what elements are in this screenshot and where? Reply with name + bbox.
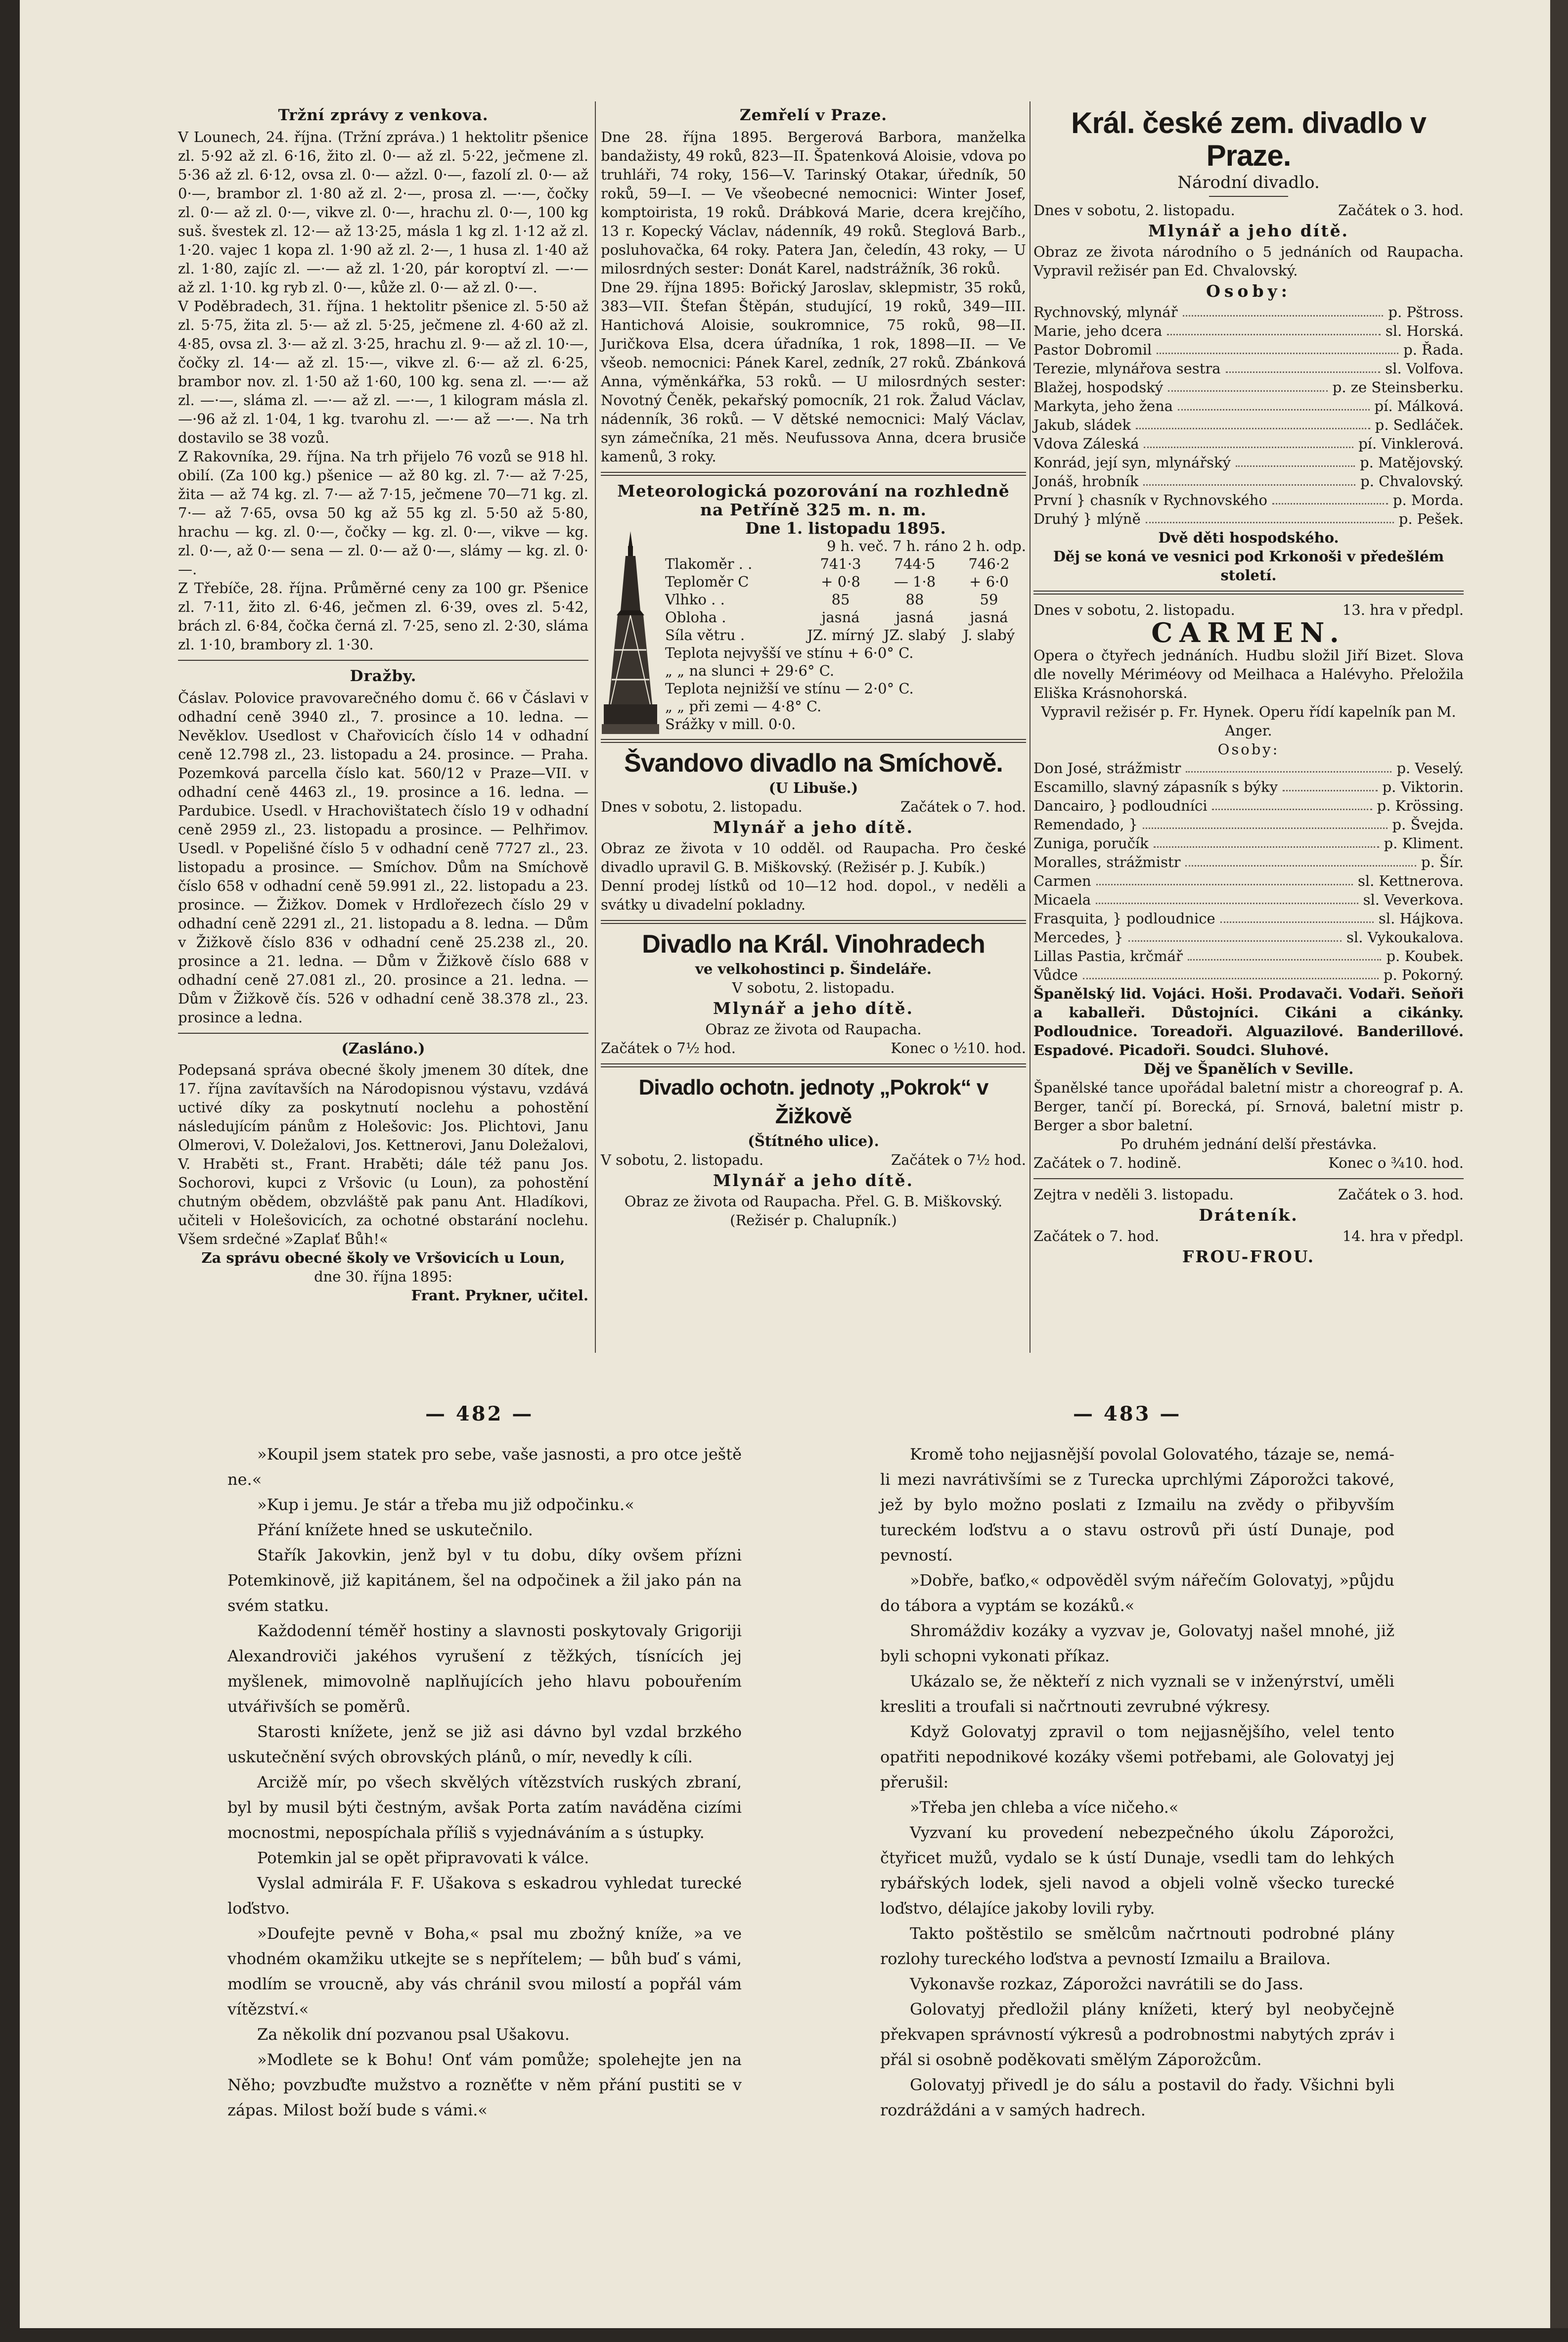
leader-dots [1136,415,1370,429]
column-divider [595,101,596,1353]
cast-role: Remendado, } [1033,816,1138,833]
cast-row [1033,340,1464,359]
section-rule [178,660,588,661]
section-rule [601,472,1026,476]
short-rule [1209,196,1288,197]
novel-paragraph: Takto poštěstilo se smělcům načrtnouti podrobné plány rozlohy tureckého loďstva a pevností Izmailu a Brailova. [880,1924,1394,1968]
cast-row [1033,778,1464,796]
market-report: V Lounech, 24. října. (Tržní zpráva.) 1 hektolitr pšenice zl. 5·92 až zl. 6·16, žito zl. 0·— až zl. 5·22, ječmene zl. 5·36 až zl. 6·12, ovsa zl. 0·— ažzl. 0·—, fazolí zl. 0·— až 0·—, brambor zl. 1·80 až zl. 2·—, prosa zl. —·—, čočky zl. 0·— až zl. 0·—, vikve zl. 0·—, hrachu zl. 0·—, 100 kg suš. švestek zl. 12·— až 13·25, másla 1 kg zl. 1·12 až zl. 1·20. vajec 1 kopa zl. 1·90 až zl. 2·—, 1 husa zl. 1·40 až zl. 1·80, zajíc zl. —·— až zl. 1·20, pár koroptví zl. —·— až zl. 1·10. kg ryb zl. 0·—, kůže zl. 0·— až zl. 0·—. [178,129,588,296]
cast-row [1033,397,1464,415]
cast-role: První } chasník v Rychnovského [1033,492,1267,508]
meteo-extra: „ „ při zemi — 4·8° C. [665,698,822,715]
cast-actor: sl. Horská. [1385,322,1464,339]
cast-actor: p. Sedláček. [1375,416,1464,433]
leader-dots [1188,947,1382,961]
meteo-times: 9 h. več. 7 h. ráno 2 h. odp. [827,538,1026,554]
novel-paragraph: Kromě toho nejjasnější povolal Golovatého, tázaje se, nemá-li mezi navrátivšími se z Turecka uprchlými Záporožci takové, jež by bylo možno poslati z Izmailu na zvědy o přibyvším tureckém loďstvu a o stavu ostrovů při ústí Dunaje, pod pevností. [880,1445,1394,1564]
play-direction: Vypravil režisér p. Fr. Hynek. Operu řídí kapelník pan M. Anger. [1041,703,1456,739]
performance-end: Konec o ¾10. hod. [1328,1154,1464,1171]
cast-role: Frasquita, } podloudnice [1033,910,1215,927]
section-rule [178,1033,588,1034]
cast-row [1033,928,1464,947]
meteo-value: + 6·0 [969,573,1009,590]
performance-date: Dnes v sobotu, 2. listopadu. [1033,202,1235,219]
novel-paragraph: Golovatyj přivedl je do sálu a postavil do řady. Všichni byli rozdráždáni a v samých hadrech. [880,2075,1394,2119]
leader-dots [1146,509,1394,523]
cast-row [1033,303,1464,321]
pokrok-play: Mlynář a jeho dítě. [713,1171,914,1190]
meteo-value: — 1·8 [894,573,936,590]
vinohrady-start: Začátek o 7½ hod. [601,1040,736,1056]
cast-row [1033,321,1464,340]
meteo-date: Dne 1. listopadu 1895. [745,519,946,538]
cast-actor: p. Krössing. [1377,797,1464,814]
page-number: — 482 — [425,1402,534,1425]
play-title: Mlynář a jeho dítě. [1148,221,1349,240]
leader-dots [1168,378,1328,392]
leader-dots [1283,778,1378,791]
vinohrady-end: Konec o ½10. hod. [891,1040,1026,1056]
meteo-box [601,482,1026,733]
svandovo-date: Dnes v sobotu, 2. listopadu. [601,798,803,815]
cast-role: Zuniga, poručík [1033,835,1149,852]
cast-actor: p. Matějovský. [1360,454,1464,471]
sent-date: dne 30. října 1895: [314,1268,452,1285]
vinohrady-play: Mlynář a jeho dítě. [713,999,914,1018]
right-scan-edge [1550,0,1568,2342]
meteo-value: jasná [896,609,934,626]
meteo-label: Vlhko . . [665,591,725,608]
cast-actor: sl. Veverkova. [1363,891,1464,908]
play-setting: Děj ve Španělích v Seville. [1143,1060,1354,1077]
meteo-extra: Teplota nejvyšší ve stínu + 6·0° C. [665,644,914,661]
svandovo-description: Obraz ze života v 10 odděl. od Raupacha. Pro české divadlo upravil G. B. Miškovský. (Režisér p. J. Kubík.) [601,840,1026,875]
times [1033,1153,1464,1172]
performance-start: Začátek o 3. hod. [1338,202,1464,219]
novel-page-left [227,1442,742,2123]
meteo-value: J. slabý [963,627,1015,643]
cast-role: Jonáš, hrobník [1033,473,1139,490]
market-report: V Poděbradech, 31. října. 1 hektolitr pšenice zl. 5·50 až zl. 5·75, žita zl. 5·— až zl. 5·25, ječmene zl. 4·60 až zl. 4·85, ovsa zl. 3·— až zl. 3·25, hrachu zl. 9·— až zl. 10·—, čočky zl. 14·— až zl. 15·—, vikve zl. 6·— až zl. 6·25, brambor nov. zl. 1·50 až 1·60, 100 kg. sena zl. —·— až zl. —·—, sláma zl. —·— až zl. —·—, 1 kilogram másla zl. —·96 až zl. 1·04, 1 kg. tvarohu zl. —·— až —·—. Na trh dostavilo se 38 vozů. [178,298,588,446]
cast-heading: Osoby: [1217,741,1280,758]
cast-row [1033,359,1464,378]
leader-dots [1272,491,1388,505]
novel-paragraph: Když Golovatyj zpravil o tom nejjasnějšího, velel tento opatřiti nepodnikové kozáky všemi potřebami, ale Golovatyj jej přerušil: [880,1722,1394,1791]
market-report: Z Třebíče, 28. října. Průměrné ceny za 100 gr. Pšenice zl. 7·11, žito zl. 6·46, ječmen zl. 6·39, oves zl. 5·42, brách zl. 6·84, čočka černá zl. 7·25, seno zl. 2·30, sláma zl. 1·10, brambory zl. 1·30. [178,580,588,653]
play-title: CARMEN. [1151,617,1346,648]
section-rule [601,1063,1026,1067]
pokrok-subtitle: (Štítného ulice). [748,1133,879,1149]
cast-row [1033,453,1464,472]
play-intermission: Po druhém jednání delší přestávka. [1120,1136,1377,1152]
section-rule [601,920,1026,924]
cast-actor: sl. Vykoukalova. [1346,929,1464,946]
cast-row [1033,965,1464,984]
deaths-text: Dne 28. října 1895. Bergerová Barbora, manželka bandažisty, 49 roků, 823—II. Špatenková Aloisie, vdova po truhláři, 74 roky, 156—V. Tarinský Otakar, úředník, 50 roků, 59—I. — Ve všeobecné nemocnici: Winter Josef, komptoirista, 19 roků. Drábková Marie, dcera krejčího, 13 r. Kopecký Václav, nádenník, 49 roků. Steglová Barb., posluhovačka, 64 roky. Patera Jan, čeledín, 43 roky, — U milosrdných sester: Donát Karel, nadstrážník, 36 roků. [601,129,1026,277]
cast-role: Rychnovský, mlynář [1033,304,1178,321]
cast-role: Vdova Záleská [1033,435,1139,452]
novel-paragraph: Golovatyj předložil plány knížeti, který byl neobyčejně překvapen správností výkresů a podrobnostmi nabytých zpráv i přál si osobně poděkovati smělým Záporožcům. [880,2000,1394,2069]
cast-role: Jakub, sládek [1033,416,1131,433]
cast-row [1033,947,1464,965]
meteo-row [665,608,1026,626]
deaths-text: Dne 29. října 1895: Bořický Jaroslav, sklepmistr, 35 roků, 383—VII. Štefan Štěpán, studující, 19 roků, 349—III. Hantichová Aloisie, soukromnice, 75 roků, 98—II. Juričkova Elsa, dcera úřadníka, 1 rok, 1898—II. — Ve všeob. nemocnici: Pánek Karel, zedník, 27 roků. Zbánková Anna, výměnkářka, 53 roků. — U milosrdných sester: Novotný Čeněk, pekařský pomocník, 21 rok. Žalud Václav, nádenník, 36 roků. — V dětské nemocnici: Malý Václav, syn zámečníka, 21 měs. Neufussova Anna, dcera brusiče kamenů, 3 roky. [601,279,1026,465]
left-scan-edge [0,0,20,2342]
cast-actor: p. Pokorný. [1383,966,1464,983]
cast-role: Dancairo, } podloudníci [1033,797,1208,814]
middle-column [601,104,1026,1230]
meteo-value: + 0·8 [821,573,860,590]
deaths-title: Zemřelí v Praze. [739,106,888,124]
play-description: Opera o čtyřech jednáních. Hudbu složil Jiří Bizet. Slova dle novelly Mériméovy od Meilhaca a Halévyho. Přeložila Eliška Krásnohorská. [1033,647,1464,701]
pokrok-dateline [601,1150,1026,1169]
national-theatre-subtitle: Národní divadlo. [1177,173,1320,192]
meteo-value: JZ. mírný [807,627,874,643]
meteo-table [665,519,1026,733]
sent-title: (Zasláno.) [341,1040,425,1057]
pokrok-start: Začátek o 7½ hod. [891,1151,1026,1168]
market-column [178,104,588,1305]
cast-row [1033,890,1464,909]
cast-actor: p. Koubek. [1386,948,1464,964]
section-rule [1033,1178,1464,1179]
leader-dots [1183,303,1384,317]
meteo-value: jasná [821,609,860,626]
subscription-number: 13. hra v předpl. [1342,601,1464,618]
cast-role: Druhý } mlýně [1033,510,1141,527]
cast-role: Vůdce [1033,966,1078,983]
cast-actor: p. Veselý. [1396,760,1464,777]
cast-row [1033,853,1464,872]
bottom-scan-edge [0,2328,1568,2342]
cast-row [1033,415,1464,434]
cast-actor: p. Viktorin. [1382,779,1464,795]
sent-text: Podepsaná správa obecné školy jmenem 30 dítek, dne 17. října zavítavších na Národopisnou výstavu, vzdává uctivé díky za poskytnutí noclehu a pohostění následujícím pánům z Holešovic: Jos. Plichtovi, Janu Olmerovi, V. Doležalovi, Jos. Kettnerovi, Janu Doležalovi, V. Hraběti st., Frant. Hraběti; dále též panu Jos. Sochorovi, kupci z Vršovic (u Loun), za pohostění chutným obědem, obzvláště pak panu Ant. Hladíkovi, učiteli v Holešovicích, za ochotné obstarání noclehu. Všem srdečné »Zaplať Bůh!« [178,1061,588,1247]
novel-paragraph: Ukázalo se, že někteří z nich vyznali se v inženýrství, uměli kresliti a troufali si načrtnouti zevrubné výkresy. [880,1672,1394,1716]
cast-actor: p. ze Steinsberku. [1332,379,1464,396]
play-ballet: Španělské tance upořádal baletní mistr a choreograf p. A. Berger, tančí pí. Borecká, pí. Srnová, baletní mistr p. Berger a sbor baletní. [1033,1079,1464,1134]
novel-paragraph: Vyslal admirála F. F. Ušakova s eskadrou vyhledat turecké loďstvo. [227,1874,742,1918]
vinohrady-subtitle: ve velkohostinci p. Šindeláře. [695,961,932,977]
novel-paragraph: Starosti knížete, jenž se již asi dávno byl vzdal brzkého uskutečnění svých obrovských plánů, o mír, nevedly k cíli. [227,1722,742,1766]
cast-row [1033,909,1464,928]
novel-paragraph: »Modlete se k Bohu! Onť vám pomůže; spolehejte jen na Něho; povzbuďte mužstvo a rozněťte v něm přání pustiti se v zápas. Milost boží bude s vámi.« [227,2050,742,2119]
dateline [1033,1185,1464,1204]
meteo-subtitle: na Petříně 325 m. n. m. [700,500,927,519]
leader-dots [1212,796,1372,810]
leader-dots [1083,965,1379,979]
cast-actor: p. Švejda. [1392,816,1464,833]
cast-actor: sl. Hájkova. [1378,910,1464,927]
cast-row [1033,509,1464,528]
meteo-label: Obloha . [665,609,726,626]
auction-title: Dražby. [350,667,417,685]
national-theatre-title: Král. české zem. divadlo v Praze. [1071,106,1426,172]
play-description: Obraz ze života národního o 5 jednáních od Raupacha. Vypravil režisér pan Ed. Chvalovský. [1033,243,1464,279]
cast-role: Moralles, strážmistr [1033,854,1181,871]
cast-list [1033,303,1464,528]
cast-row [1033,759,1464,778]
performance-date: Zejtra v neděli 3. listopadu. [1033,1186,1234,1203]
market-report: Z Rakovníka, 29. října. Na trh přijelo 76 vozů se 918 hl. obilí. (Za 100 kg.) pšenice — až 80 kg. zl. 7·— až 7·25, žita — až 74 kg. zl. 7·— až 7·15, ječmene 70—71 kg. zl. 7·— až 7·65, ovsa 50 kg až 55 kg zl. 5·50 až 5·80, hrachu — kg. zl. 0·—, čočky — kg. zl. 0·—, vikve — kg. zl. 0·—, až 0·— sena — zl. 0·— až 0·—, slámy — kg. zl. 0·—. [178,448,588,578]
leader-dots [1143,815,1387,829]
novel-paragraph: Za několik dní pozvanou psal Ušakovu. [257,2025,570,2044]
cast-actor: sl. Kettnerova. [1357,873,1464,889]
meteo-value: JZ. slabý [883,627,946,643]
meteo-value: 59 [980,591,998,608]
cast-role: Marie, jeho dcera [1033,322,1163,339]
cast-list [1033,759,1464,984]
meteo-value: 88 [905,591,924,608]
section-rule [601,739,1026,743]
leader-dots [1128,928,1342,942]
pokrok-title: Divadlo ochotn. jednoty „Pokrok“ v Žižkově [638,1075,988,1128]
meteo-value: 746·2 [968,555,1010,572]
page-number: — 483 — [1073,1402,1182,1425]
times [1033,1227,1464,1245]
svandovo-title: Švandovo divadlo na Smíchově. [624,749,1003,778]
leader-dots [1236,453,1355,467]
vinohrady-times [601,1039,1026,1057]
leader-dots [1096,872,1353,885]
cast-actor: p. Šír. [1421,854,1464,871]
svandovo-play: Mlynář a jeho dítě. [713,818,914,837]
pokrok-description: Obraz ze života od Raupacha. Přel. G. B. Miškovský. (Režisér p. Chalupník.) [624,1193,1003,1229]
cast-role: Lillas Pastia, krčmář [1033,948,1183,964]
novel-paragraph: Potemkin jal se opět připravovati k válce. [257,1848,589,1867]
novel-paragraph: »Kup i jemu. Je stár a třeba mu již odpočinku.« [257,1495,634,1514]
meteo-value: 85 [831,591,850,608]
cast-note: Dvě děti hospodského. [1158,529,1339,546]
dateline [1033,201,1464,220]
leader-dots [1178,397,1369,411]
cast-row [1033,872,1464,890]
leader-dots [1157,340,1398,354]
section-rule [1033,591,1464,595]
sent-author: Frant. Prykner, učitel. [411,1287,588,1304]
meteo-row [665,626,1026,644]
pokrok-date: V sobotu, 2. listopadu. [601,1151,764,1168]
meteo-row [665,591,1026,608]
meteo-row [665,555,1026,573]
novel-paragraph: Arcižě mír, po všech skvělých vítězstvích ruských zbraní, byl by musil býti čestným, avšak Porta zatím naváděna cizími mocnostmi, nepospíchala příliš s vyjednáváním a s ústupky. [227,1773,742,1842]
meteo-extra: Srážky v mill. 0·0. [665,716,796,733]
novel-page-right [880,1442,1394,2123]
svandovo-start: Začátek o 7. hod. [900,798,1026,815]
novel-paragraph: Vykonavše rozkaz, Záporožci navrátili se do Jass. [910,1975,1303,1993]
cast-heading: Osoby: [1206,281,1291,301]
vinohrady-description: Obraz ze života od Raupacha. [705,1021,922,1038]
performance-start: Začátek o 3. hod. [1338,1186,1464,1203]
vinohrady-date: V sobotu, 2. listopadu. [732,979,895,996]
cast-actor: pí. Málková. [1374,398,1464,414]
market-title: Tržní zprávy z venkova. [278,106,489,124]
performance-start: Začátek o 7. hodině. [1033,1154,1182,1171]
novel-paragraph: Shromáždiv kozáky a vyzvav je, Golovatyj našel mnohé, již byli schopni vykonati příkaz. [880,1621,1394,1665]
cast-actor: pí. Vinklerová. [1358,435,1464,452]
meteo-value: 744·5 [894,555,936,572]
cast-actor: p. Kliment. [1384,835,1464,852]
meteo-title: Meteorologická pozorování na rozhledně [617,481,1010,501]
cast-role: Konrád, její syn, mlynářský [1033,454,1231,471]
meteo-label: Teploměr C [665,573,749,590]
cast-role: Markyta, jeho žena [1033,398,1173,414]
cast-actor: p. Pštross. [1388,304,1464,321]
meteo-value: 741·3 [820,555,861,572]
cast-row [1033,834,1464,853]
cast-actor: p. Pešek. [1398,510,1464,527]
leader-dots [1167,321,1380,335]
play-title: FROU-FROU. [1182,1247,1315,1266]
play-title: Dráteník. [1199,1205,1299,1225]
svandovo-sales: Denní prodej lístků od 10—12 hod. dopol., v neděli a svátky u divadelní pokladny. [601,877,1026,913]
leader-dots [1143,472,1355,486]
cast-actor: p. Morda. [1392,492,1464,508]
cast-row [1033,491,1464,509]
auction-text: Čáslav. Polovice pravovarečného domu č. 66 v Čáslavi v odhadní ceně 3940 zl., 7. prosince a 10. ledna. — Nevěklov. Usedlost v Chařovicích číslo 14 v odhadní ceně 12.798 zl., 23. listopadu a 24. prosince. — Praha. Pozemková parcella číslo kat. 560/12 v Praze—VII. v odhadní ceně 4463 zl., 19. prosince a 16. ledna. — Pardubice. Usedl. v Hrachovištatech číslo 19 v odhadní ceně 2959 zl., 23. listopadu a prosince. — Pelhřimov. Usedl. v Popelišné číslo 5 v odhadní ceně 7727 zl., 23. listopadu a prosince. — Smíchov. Dům na Smíchově číslo 658 v odhadní ceně 59.991 zl., 22. listopadu a 23. prosince. — Žižkov. Domek v Hrdlořezech číslo 29 v odhadní ceně 2291 zl., 21. listopadu a 8. ledna. — Dům v Žižkově číslo 836 v odhadní ceně 25.238 zl., 20. prosince a 21. ledna. — Dům v Žižkově číslo 688 v odhadní ceně 27.081 zl., 20. prosince a 21. ledna. — Dům v Žižkově čís. 526 v odhadní ceně 38.378 zl., 23. prosince a ledna. [178,689,588,1026]
cast-row [1033,815,1464,834]
novel-paragraph: Každodenní téměř hostiny a slavnosti poskytovaly Grigoriji Alexandroviči jakéhos vyrušení z těžkých, tísnících jej myšlenek, mimovolně naplňujících jeho hlavu pobouřením utvářivších se poměrů. [227,1621,742,1716]
svandovo-subtitle: (U Libuše.) [768,780,858,796]
leader-dots [1154,834,1379,848]
cast-actor: sl. Volfova. [1385,360,1464,377]
cast-role: Mercedes, } [1033,929,1123,946]
sent-signature: Za správu obecné školy ve Vršovicích u Loun, [201,1249,565,1266]
leader-dots [1226,359,1381,373]
novel-paragraph: »Doufejte pevně v Boha,« psal mu zbožný kníže, »a ve vhodném okamžiku utkejte se s nepřítelem; — bůh buď s vámi, modlím se vroucně, aby vás chránil svou milostí a popřál vám vítězství.« [227,1924,742,2019]
meteo-extra: „ „ na slunci + 29·6° C. [665,662,835,679]
vinohrady-title: Divadlo na Král. Vinohradech [642,930,985,959]
leader-dots [1186,759,1391,773]
performance-start: Začátek o 7. hod. [1033,1228,1160,1244]
meteo-label: Síla větru . [665,627,745,643]
cast-role: Terezie, mlynářova sestra [1033,360,1221,377]
novel-paragraph: Stařík Jakovkin, jenž byl v tu dobu, díky ovšem přízni Potemkinově, již kapitánem, šel na odpočinek a žil jako pán na svém statku. [227,1546,742,1615]
cast-row [1033,378,1464,397]
leader-dots [1096,890,1358,904]
cast-role: Pastor Dobromil [1033,341,1152,358]
meteo-label: Tlakoměr . . [665,555,753,572]
cast-actor: p. Chvalovský. [1360,473,1464,490]
cast-row [1033,434,1464,453]
subscription-number: 14. hra v předpl. [1342,1228,1464,1244]
petrin-tower-illustration [601,526,660,739]
theatre-column [1033,104,1464,1268]
leader-dots [1185,853,1416,867]
novel-paragraph: »Koupil jsem statek pro sebe, vaše jasnosti, a pro otce ještě ne.« [227,1445,742,1489]
novel-paragraph: »Třeba jen chleba a více ničeho.« [910,1798,1179,1817]
cast-role: Don José, strážmistr [1033,760,1181,777]
cast-row [1033,472,1464,491]
leader-dots [1220,909,1374,923]
performance-date: Dnes v sobotu, 2. listopadu. [1033,601,1235,618]
cast-role: Carmen [1033,873,1091,889]
novel-paragraph: »Dobře, baťko,« odpověděl svým nářečím Golovatyj, »půjdu do tábora a vyptám se kozáků.« [880,1571,1394,1615]
play-setting: Děj se koná ve vesnici pod Krkonoši v předešlém století. [1053,548,1444,584]
meteo-row [665,573,1026,591]
novel-paragraph: Přání knížete hned se uskutečnilo. [257,1520,533,1539]
meteo-value: jasná [970,609,1008,626]
leader-dots [1144,434,1353,448]
svandovo-dateline [601,797,1026,816]
cast-role: Micaela [1033,891,1091,908]
cast-role: Escamillo, slavný zápasník s býky [1033,779,1278,795]
novel-paragraph: Vyzvaní ku provedení nebezpečného úkolu Záporožci, čtyřicet mužů, vydalo se k ústí Dunaje, vsedli tam do lehkých rybářských lodek, sjeli navod a objeli volně všecko turecké loďstvo, délajíce jakoby lovili ryby. [880,1823,1394,1918]
cast-role: Blažej, hospodský [1033,379,1164,396]
cast-row [1033,796,1464,815]
cast-actor: p. Řada. [1403,341,1464,358]
play-extras: Španělský lid. Vojáci. Hoši. Prodavači. Vodaři. Seňoři a kaballeři. Důstojníci. Cikáni a cikánky. Podloudnice. Toreadoři. Alguazilové. Banderillové. Espadové. Picadoři. Soudci. Sluhové. [1033,985,1464,1058]
meteo-extra: Teplota nejnižší ve stínu — 2·0° C. [665,680,914,697]
